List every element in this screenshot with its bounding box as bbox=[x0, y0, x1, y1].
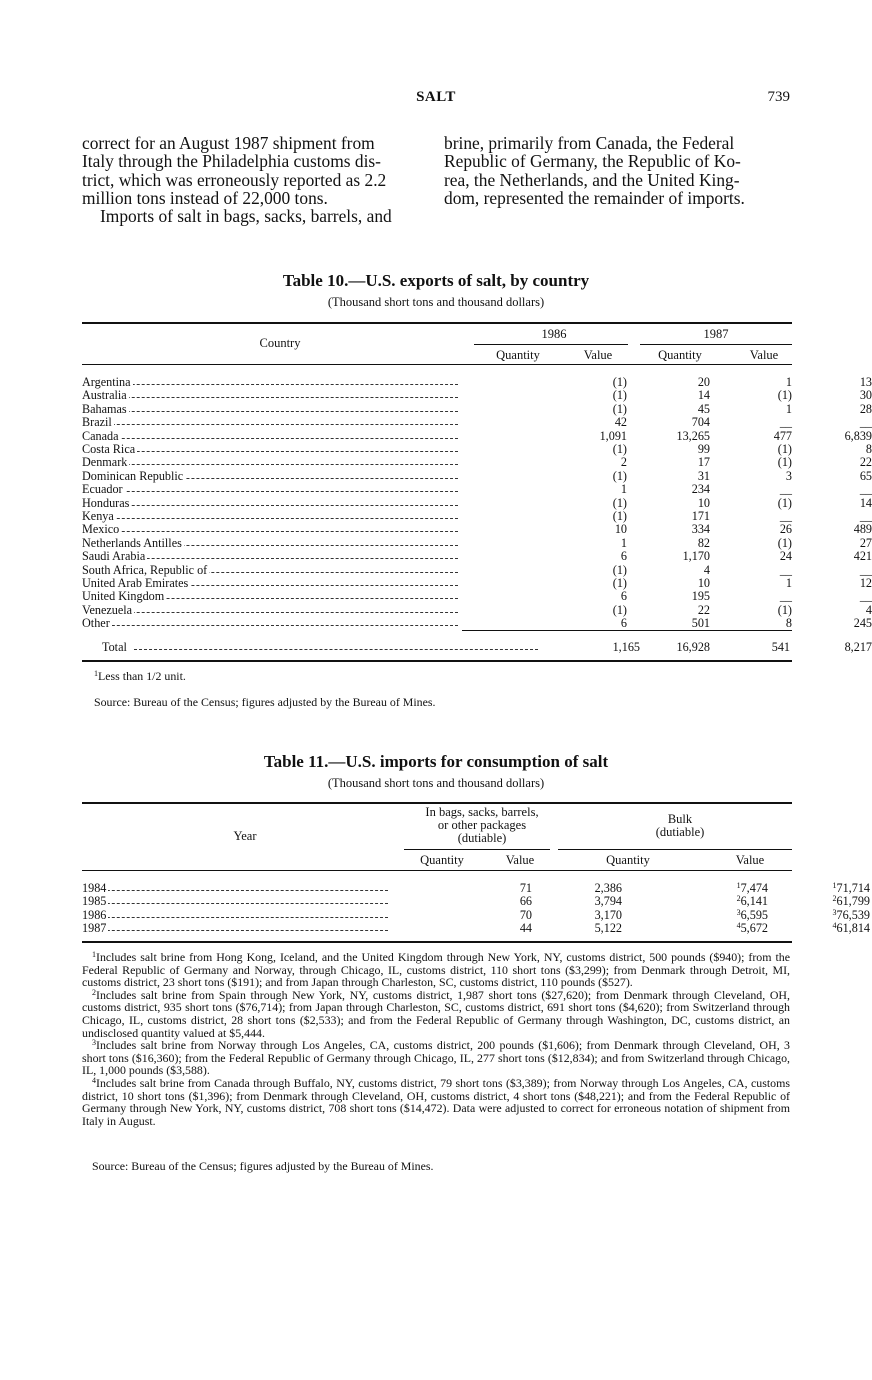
table10-country-header: Country bbox=[259, 336, 301, 350]
body-text-right-column bbox=[444, 134, 790, 207]
table10-year-rule bbox=[640, 344, 792, 345]
table-cell: 45 bbox=[697, 401, 710, 416]
page-number: 739 bbox=[767, 89, 790, 105]
table-row bbox=[82, 535, 872, 550]
table-cell: $^1$71,714 bbox=[832, 881, 870, 895]
body-line: correct for an August 1987 shipment from bbox=[82, 133, 375, 153]
table-cell: 24 bbox=[779, 549, 792, 564]
table-cell: 1 bbox=[620, 535, 627, 550]
table-cell: __ bbox=[779, 589, 792, 604]
table-cell: 6 bbox=[620, 549, 627, 564]
body-line: rea, the Netherlands, and the United King- bbox=[444, 169, 740, 190]
table-cell: 1,170 bbox=[682, 549, 710, 564]
table-cell: __ bbox=[779, 482, 792, 497]
country-label: Netherlands Antilles bbox=[82, 535, 182, 550]
leader-dots bbox=[82, 464, 458, 465]
body-line: Imports of salt in bags, sacks, barrels, and bbox=[100, 206, 392, 227]
table-cell: (1) bbox=[612, 442, 627, 456]
leader-dots bbox=[82, 384, 458, 385]
leader-dots bbox=[82, 903, 388, 904]
table-cell: 16,928 bbox=[676, 640, 710, 654]
table-row bbox=[82, 482, 872, 497]
table-cell: 26 bbox=[779, 522, 792, 537]
country-label: Dominican Republic bbox=[82, 468, 184, 483]
table10-year-1986: 1986 bbox=[541, 327, 567, 341]
table-cell: 28 bbox=[859, 401, 872, 416]
table10-total-label: Total bbox=[102, 640, 127, 654]
table-cell: 10 bbox=[697, 495, 710, 510]
table-row bbox=[82, 881, 870, 895]
table-row bbox=[82, 509, 872, 523]
country-label: Other bbox=[82, 616, 110, 631]
running-head bbox=[82, 89, 790, 109]
table-cell: __ bbox=[859, 415, 872, 430]
table-row bbox=[82, 549, 872, 564]
country-label: United Arab Emirates bbox=[82, 576, 189, 590]
footnote: $^2$Includes salt brine from Spain through New York, NY, customs district, 1,987 short tons ($27,620); from Denmark through Cleveland, OH, customs district, 935 short tons ($76,714); from Japan through Charleston, SC, customs district, 691 short tons ($4,620); from Switzerland through Chicago, IL, customs district, 28 short tons ($2,533); and from the Federal Republic of Germany through Washington, DC, customs district, an undisclosed quantity valued at $5,444. bbox=[82, 987, 790, 1040]
table11-quantity-header: Quantity bbox=[420, 853, 464, 867]
table-cell: 1 bbox=[620, 482, 627, 497]
country-label: Argentina bbox=[82, 375, 131, 389]
country-label: Canada bbox=[82, 428, 119, 443]
table-cell: (1) bbox=[612, 375, 627, 389]
table-cell: __ bbox=[859, 589, 872, 604]
table-cell: 4 bbox=[703, 562, 710, 577]
country-label: Denmark bbox=[82, 455, 128, 470]
country-label: Mexico bbox=[82, 522, 120, 537]
table-cell: 421 bbox=[853, 549, 872, 564]
table-cell: (1) bbox=[777, 535, 792, 550]
table-cell: 10 bbox=[614, 522, 627, 537]
table-cell: 541 bbox=[771, 640, 790, 654]
table-cell: 1 bbox=[785, 576, 792, 590]
table-cell: 14 bbox=[697, 388, 710, 403]
table10-value-header: Value bbox=[583, 348, 613, 362]
table-cell: $^4$61,814 bbox=[832, 921, 870, 936]
table-cell: 20 bbox=[697, 375, 710, 389]
table-cell: 501 bbox=[691, 616, 710, 631]
table-cell: 6 bbox=[620, 616, 627, 631]
leader-dots bbox=[82, 917, 388, 918]
table-row bbox=[82, 562, 872, 577]
table-cell: $^4$5,672 bbox=[736, 921, 768, 936]
table-cell: __ bbox=[779, 415, 792, 430]
table-cell: 6,839 bbox=[844, 428, 872, 443]
table-cell: 4 bbox=[865, 602, 872, 617]
table-cell: (1) bbox=[612, 495, 627, 510]
table-cell: 65 bbox=[859, 468, 872, 483]
table-cell: 245 bbox=[853, 616, 872, 631]
table11-header-rule bbox=[82, 870, 792, 871]
table-cell: (1) bbox=[777, 495, 792, 510]
table-cell: 171 bbox=[691, 509, 710, 523]
body-line: trict, which was erroneously reported as 2.2 bbox=[82, 169, 387, 190]
table-row bbox=[82, 401, 872, 416]
table-cell: 3,170 bbox=[594, 907, 622, 922]
table-cell: 1 bbox=[785, 375, 792, 389]
leader-dots bbox=[82, 438, 458, 439]
country-label: Costa Rica bbox=[82, 442, 136, 456]
table-cell: 30 bbox=[859, 388, 872, 403]
body-line: dom, represented the remainder of imports. bbox=[444, 187, 745, 208]
table-cell: 12 bbox=[859, 576, 872, 590]
table-cell: $^3$76,539 bbox=[832, 907, 870, 922]
table-cell: 66 bbox=[519, 894, 532, 909]
table-cell: 99 bbox=[697, 442, 710, 456]
footnote: $^3$Includes salt brine from Norway through Los Angeles, CA, customs district, 200 pounds ($1,606); from Denmark through Cleveland, OH, 3 short tons ($16,360); from the Federal Republic of Germany through Chicago, IL, 277 short tons ($12,834); and from Switzerland through Chicago, IL, 1,000 pounds ($3,588). bbox=[82, 1038, 790, 1078]
table11-subtitle: (Thousand short tons and thousand dollars) bbox=[327, 776, 545, 790]
table-row bbox=[82, 468, 872, 483]
table-row bbox=[82, 375, 872, 389]
country-label: Ecuador bbox=[82, 482, 123, 497]
table11-footnotes bbox=[82, 951, 790, 1127]
table-cell: (1) bbox=[612, 509, 627, 523]
table-cell: $^3$6,595 bbox=[736, 907, 768, 922]
table11-quantity-header: Quantity bbox=[606, 853, 650, 867]
leader-dots bbox=[82, 890, 388, 891]
table-cell: 14 bbox=[859, 495, 872, 510]
table-cell: 22 bbox=[697, 602, 710, 617]
table-cell: 5,122 bbox=[594, 921, 622, 936]
table-cell: 31 bbox=[697, 468, 710, 483]
table-cell: 8,217 bbox=[844, 640, 872, 654]
table-row bbox=[82, 907, 870, 922]
table-cell: 195 bbox=[691, 589, 710, 604]
table10-year-rule bbox=[474, 344, 628, 345]
table-row bbox=[82, 589, 872, 604]
country-label: Australia bbox=[82, 388, 127, 403]
table-cell: 42 bbox=[614, 415, 627, 430]
table-cell: 13,265 bbox=[676, 428, 710, 443]
table10-source: Source: Bureau of the Census; figures adjusted by the Bureau of Mines. bbox=[94, 695, 436, 709]
table-row bbox=[82, 576, 872, 590]
table11-caption: Table 11.—U.S. imports for consumption of salt bbox=[263, 752, 609, 771]
table11-value-header: Value bbox=[735, 853, 765, 867]
table-cell: 1,165 bbox=[612, 640, 640, 654]
table10-header-rule bbox=[82, 364, 792, 365]
table-cell: $^2$6,141 bbox=[736, 894, 768, 909]
country-label: Honduras bbox=[82, 495, 130, 510]
table-row bbox=[82, 921, 870, 936]
table-cell: 27 bbox=[859, 535, 872, 550]
country-label: Kenya bbox=[82, 509, 114, 523]
body-line: brine, primarily from Canada, the Federal bbox=[444, 133, 735, 153]
table-cell: __ bbox=[779, 509, 792, 523]
table10-footnote: $^1$Less than 1/2 unit. bbox=[94, 669, 186, 683]
table10-quantity-header: Quantity bbox=[496, 348, 540, 362]
body-line: million tons instead of 22,000 tons. bbox=[82, 187, 328, 208]
table-cell: $^1$7,474 bbox=[736, 881, 768, 895]
table-cell: 477 bbox=[773, 428, 792, 443]
table-cell: (1) bbox=[612, 576, 627, 590]
table10-value-header: Value bbox=[749, 348, 779, 362]
table-cell: __ bbox=[859, 509, 872, 523]
table11-bulk-header: Bulk (dutiable) bbox=[655, 812, 705, 839]
body-text-left-column bbox=[82, 134, 428, 225]
table-cell: 44 bbox=[519, 921, 532, 936]
country-label: South Africa, Republic of bbox=[82, 562, 208, 577]
table-cell: (1) bbox=[612, 388, 627, 403]
table-cell: (1) bbox=[777, 602, 792, 617]
table10-top-rule bbox=[82, 322, 792, 324]
table-row bbox=[82, 602, 872, 617]
table11-bottom-rule bbox=[82, 941, 792, 943]
table-cell: 704 bbox=[691, 415, 710, 430]
table10-total-rule bbox=[462, 630, 792, 631]
body-line: Italy through the Philadelphia customs dis- bbox=[82, 151, 381, 172]
table-cell: 2 bbox=[620, 455, 627, 470]
table10-caption: Table 10.—U.S. exports of salt, by country bbox=[282, 271, 590, 290]
footnote: $^4$Includes salt brine from Canada through Buffalo, NY, customs district, 79 short tons ($3,389); from Norway through Los Angeles, CA, customs district, 10 short tons ($1,396); from Denmark through Cleveland, OH, customs district, 4 short tons ($48,221); and from the Federal Republic of Germany through New York, NY, customs district, 708 short tons ($14,472). Data were adjusted to correct for erroneous notation of shipment from Italy in August. bbox=[82, 1075, 790, 1128]
table-cell: (1) bbox=[612, 468, 627, 483]
table-cell: 8 bbox=[785, 616, 792, 631]
table-cell: (1) bbox=[612, 562, 627, 577]
leader-dots bbox=[82, 612, 458, 613]
table11-value-header: Value bbox=[505, 853, 535, 867]
table-cell: 334 bbox=[691, 522, 710, 537]
table10-quantity-header: Quantity bbox=[658, 348, 702, 362]
leader-dots bbox=[82, 531, 458, 532]
table-cell: 6 bbox=[620, 589, 627, 604]
table-cell: 489 bbox=[853, 522, 872, 537]
table-cell: (1) bbox=[612, 401, 627, 416]
running-head-title: SALT bbox=[416, 89, 456, 105]
table-cell: 2,386 bbox=[594, 881, 622, 895]
table11-top-rule bbox=[82, 802, 792, 804]
table-row bbox=[82, 442, 872, 456]
table-row bbox=[82, 894, 870, 909]
table-row bbox=[82, 522, 872, 537]
leader-dots bbox=[82, 491, 458, 492]
country-label: Venezuela bbox=[82, 602, 133, 617]
table-cell: 1,091 bbox=[599, 428, 627, 443]
table-cell: (1) bbox=[777, 442, 792, 456]
table-cell: 10 bbox=[697, 576, 710, 590]
country-label: United Kingdom bbox=[82, 589, 165, 604]
country-label: Bahamas bbox=[82, 401, 127, 416]
country-label: Saudi Arabia bbox=[82, 549, 146, 564]
leader-dots bbox=[82, 451, 458, 452]
year-label: 1984 bbox=[82, 881, 107, 895]
table-cell: 3,794 bbox=[594, 894, 622, 909]
table-cell: 82 bbox=[697, 535, 710, 550]
table-cell: 71 bbox=[519, 881, 532, 895]
table-cell: 8 bbox=[865, 442, 872, 456]
leader-dots bbox=[82, 930, 388, 931]
table-row bbox=[82, 495, 872, 510]
table11-group-rule bbox=[404, 849, 550, 850]
leader-dots bbox=[82, 397, 458, 398]
table-cell: (1) bbox=[777, 388, 792, 403]
table-cell: 234 bbox=[691, 482, 710, 497]
country-label: Brazil bbox=[82, 415, 112, 430]
table-cell: __ bbox=[859, 562, 872, 577]
table-cell: 17 bbox=[697, 455, 710, 470]
table-cell: 70 bbox=[519, 907, 532, 922]
footnote: $^1$Includes salt brine from Hong Kong, Iceland, and the United Kingdom through New York, NY, customs district, 500 pounds ($940); from the Federal Republic of Germany and Norway, through Chicago, IL, customs district, 110 short tons ($3,299); from Denmark through Detroit, MI, customs district, 23 short tons ($191); and from Japan through Charleston, SC, customs district, 110 pounds ($527). bbox=[82, 950, 790, 990]
year-label: 1985 bbox=[82, 894, 107, 909]
table10-year-1987: 1987 bbox=[703, 327, 729, 341]
table-cell: 1 bbox=[785, 401, 792, 416]
table11-bags-header: In bags, sacks, barrels, or other packages (dutiable) bbox=[425, 805, 539, 845]
table10-bottom-rule bbox=[82, 660, 792, 662]
table-row bbox=[82, 428, 872, 443]
table10-total-row bbox=[82, 640, 872, 654]
leader-dots bbox=[82, 518, 458, 519]
table11-group-rule bbox=[558, 849, 792, 850]
table-cell: __ bbox=[779, 562, 792, 577]
body-line: Republic of Germany, the Republic of Ko- bbox=[444, 151, 741, 172]
year-label: 1986 bbox=[82, 907, 107, 922]
table-cell: (1) bbox=[777, 455, 792, 470]
table-cell: __ bbox=[859, 482, 872, 497]
table11-year-header: Year bbox=[233, 829, 257, 843]
table11-source: Source: Bureau of the Census; figures adjusted by the Bureau of Mines. bbox=[92, 1159, 434, 1173]
table-row bbox=[82, 455, 872, 470]
table-cell: 13 bbox=[859, 375, 872, 389]
table-row bbox=[82, 616, 872, 631]
table-cell: 3 bbox=[785, 468, 792, 483]
year-label: 1987 bbox=[82, 921, 107, 936]
leader-dots bbox=[82, 505, 458, 506]
table-cell: 22 bbox=[859, 455, 872, 470]
table10-subtitle: (Thousand short tons and thousand dollars) bbox=[327, 295, 545, 309]
table-cell: $^2$61,799 bbox=[832, 894, 870, 909]
table-cell: (1) bbox=[612, 602, 627, 617]
table-row bbox=[82, 415, 872, 430]
table-row bbox=[82, 388, 872, 403]
leader-dots bbox=[82, 424, 458, 425]
leader-dots bbox=[82, 625, 458, 626]
leader-dots bbox=[82, 411, 458, 412]
